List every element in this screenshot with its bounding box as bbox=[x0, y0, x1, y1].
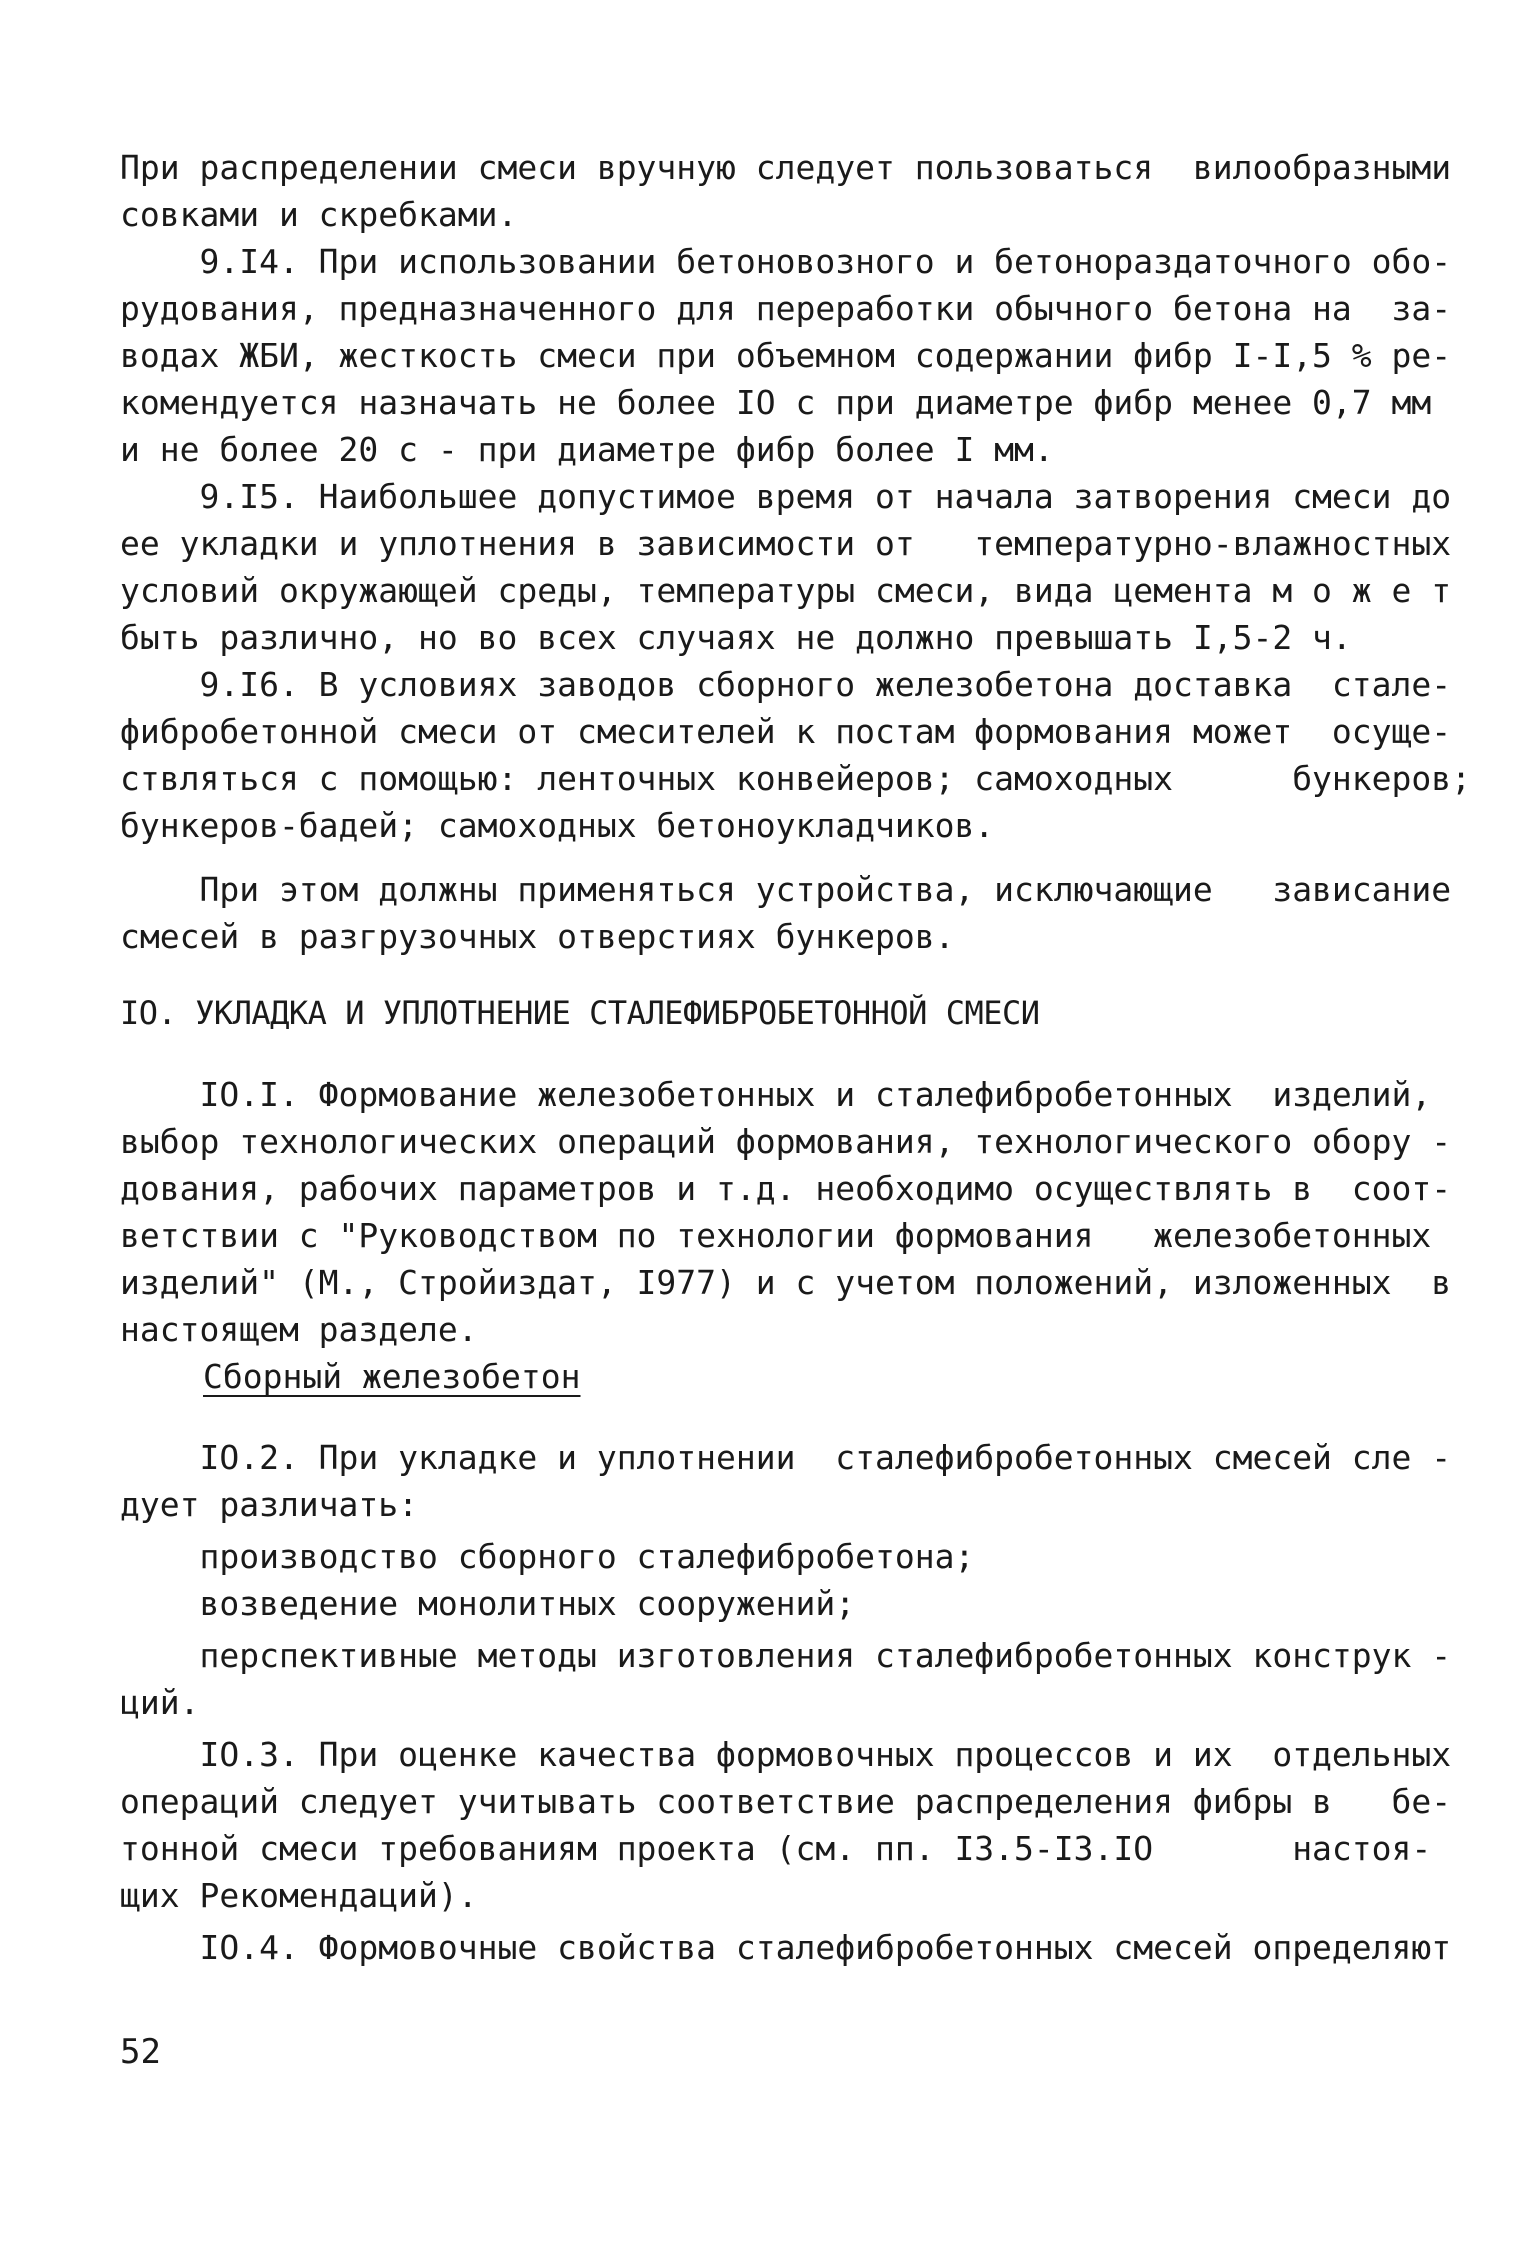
text-line: ствляться с помощью: ленточных конвейеров; самоходных бункеров; bbox=[120, 759, 1472, 798]
text-line: фибробетонной смеси от смесителей к постам формования может осуще- bbox=[120, 712, 1452, 751]
text-line: настоящем разделе. bbox=[120, 1310, 478, 1349]
page-number: 52 bbox=[120, 2032, 161, 2072]
text-line: водах ЖБИ, жесткость смеси при объемном содержании фибр I-I,5 % ре- bbox=[120, 336, 1452, 375]
subsection-heading: Сборный железобетон bbox=[203, 1357, 581, 1396]
text-line: смесей в разгрузочных отверстиях бункеров. bbox=[120, 917, 955, 956]
text-line: щих Рекомендаций). bbox=[120, 1876, 478, 1915]
text-line: IO.3. При оценке качества формовочных процессов и их отдельных bbox=[120, 1735, 1452, 1774]
text-line: 9.I4. При использовании бетоновозного и бетонораздаточного обо- bbox=[120, 242, 1452, 281]
section-heading: IO. УКЛАДКА И УПЛОТНЕНИЕ СТАЛЕФИБРОБЕТОННОЙ СМЕСИ bbox=[120, 994, 1040, 1032]
text-line: перспективные методы изготовления сталефибробетонных конструк - bbox=[120, 1636, 1452, 1675]
text-line: 9.I5. Наибольшее допустимое время от начала затворения смеси до bbox=[120, 477, 1452, 516]
text-line: рудования, предназначенного для переработки обычного бетона на за- bbox=[120, 289, 1452, 328]
text-line: бункеров-бадей; самоходных бетоноукладчиков. bbox=[120, 806, 995, 845]
text-line: быть различно, но во всех случаях не должно превышать I,5-2 ч. bbox=[120, 618, 1352, 657]
text-line: При этом должны применяться устройства, исключающие зависание bbox=[120, 870, 1452, 909]
text-line: совками и скребками. bbox=[120, 195, 518, 234]
text-line: 9.I6. В условиях заводов сборного железобетона доставка стале- bbox=[120, 665, 1452, 704]
text-line: ее укладки и уплотнения в зависимости от температурно-влажностных bbox=[120, 524, 1452, 563]
text-line: дования, рабочих параметров и т.д. необходимо осуществлять в соот- bbox=[120, 1169, 1452, 1208]
text-line: ветствии с "Руководством по технологии формования железобетонных bbox=[120, 1216, 1432, 1255]
text-line: изделий" (М., Стройиздат, I977) и с учетом положений, изложенных в bbox=[120, 1263, 1452, 1302]
text-line: тонной смеси требованиям проекта (см. пп. I3.5-I3.IO настоя- bbox=[120, 1829, 1432, 1868]
text-line: При распределении смеси вручную следует пользоваться вилообразными bbox=[120, 148, 1452, 187]
text-line: возведение монолитных сооружений; bbox=[120, 1584, 856, 1623]
text-line: производство сборного сталефибробетона; bbox=[120, 1537, 975, 1576]
text-line: условий окружающей среды, температуры смеси, вида цемента м о ж е т bbox=[120, 571, 1452, 610]
text-line: IO.2. При укладке и уплотнении сталефибробетонных смесей сле - bbox=[120, 1438, 1452, 1477]
text-line: операций следует учитывать соответствие распределения фибры в бе- bbox=[120, 1782, 1452, 1821]
text-line: ций. bbox=[120, 1683, 200, 1722]
text-line: дует различать: bbox=[120, 1485, 419, 1524]
text-line: IO.4. Формовочные свойства сталефибробетонных смесей определяют bbox=[120, 1928, 1452, 1967]
text-line: и не более 20 с - при диаметре фибр более I мм. bbox=[120, 430, 1054, 469]
text-line: IO.I. Формование железобетонных и сталефибробетонных изделий, bbox=[120, 1075, 1432, 1114]
text-line: выбор технологических операций формования, технологического обору - bbox=[120, 1122, 1452, 1161]
text-line: комендуется назначать не более IO с при диаметре фибр менее 0,7 мм bbox=[120, 383, 1432, 422]
